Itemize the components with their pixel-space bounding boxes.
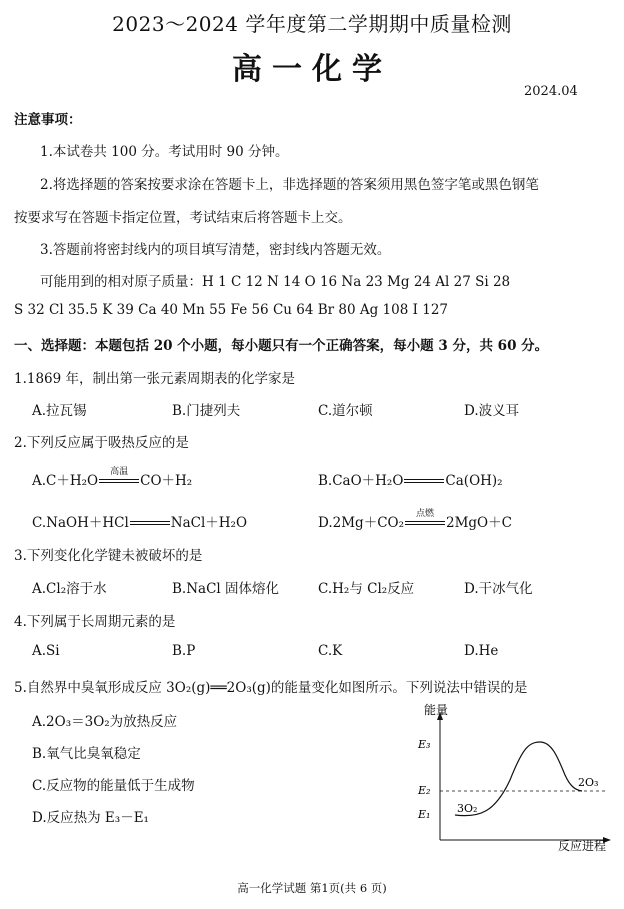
equals-sign-icon [99, 466, 139, 487]
question-2-stem: 2.下列反应属于吸热反应的是 [14, 435, 189, 451]
q2-option-c[interactable] [32, 511, 247, 531]
page-footer: 高一化学试题 第1页(共 6 页) [237, 881, 387, 895]
q3-option-b[interactable]: B.NaCl 固体熔化 [172, 581, 280, 597]
q2-b-reactants: B.CaO＋H₂O [318, 473, 404, 489]
q5-option-a[interactable]: A.2O₃＝3O₂为放热反应 [32, 714, 178, 730]
equals-sign-icon [130, 519, 170, 529]
note-2-line-2: 按要求写在答题卡指定位置，考试结束后将答题卡上交。 [14, 210, 352, 226]
e2-label: E₂ [418, 784, 431, 797]
section-1-heading: 一、选择题：本题包括 20 个小题，每小题只有一个正确答案，每小题 3 分，共 60 分。 [14, 338, 549, 354]
equals-sign-icon [404, 477, 444, 487]
q2-a-reactants: A.C＋H₂O [32, 473, 99, 489]
q4-option-b[interactable]: B.P [172, 643, 196, 659]
exam-date: 2024.04 [524, 84, 578, 99]
q3-option-d[interactable]: D.干冰气化 [464, 581, 533, 597]
q3-option-a[interactable]: A.Cl₂溶于水 [32, 581, 107, 597]
reactant-label: 3O₂ [457, 802, 478, 815]
x-axis-label: 反应进程 [558, 839, 607, 853]
q4-option-c[interactable]: C.K [318, 643, 343, 659]
product-label: 2O₃ [578, 776, 599, 789]
equals-sign-icon [405, 508, 445, 529]
q2-b-products: Ca(OH)₂ [445, 473, 503, 489]
energy-diagram [400, 700, 620, 860]
q5-option-c[interactable]: C.反应物的能量低于生成物 [32, 778, 195, 794]
reaction-condition: 点燃 [415, 508, 434, 519]
subject-title: 高一化学 [232, 52, 392, 87]
q1-option-c[interactable]: C.道尔顿 [318, 403, 373, 419]
reaction-condition: 高温 [110, 466, 129, 477]
q2-a-products: CO＋H₂ [140, 473, 193, 489]
q2-option-a[interactable] [32, 466, 193, 489]
note-2-line-1: 2.将选择题的答案按要求涂在答题卡上，非选择题的答案须用黑色签字笔或黑色钢笔 [40, 177, 539, 193]
q2-d-products: 2MgO＋C [446, 515, 512, 531]
q2-option-b[interactable] [318, 469, 503, 489]
q1-option-d[interactable]: D.波义耳 [464, 403, 520, 419]
exam-title: 2023～2024 学年度第二学期期中质量检测 [112, 12, 512, 36]
note-3: 3.答题前将密封线内的项目填写清楚，密封线内答题无效。 [40, 242, 391, 258]
y-axis-label: 能量 [424, 703, 449, 717]
notes-heading: 注意事项： [14, 112, 82, 128]
q2-option-d[interactable] [318, 508, 512, 531]
q3-option-c[interactable]: C.H₂与 Cl₂反应 [318, 581, 415, 597]
q5-option-b[interactable]: B.氧气比臭氧稳定 [32, 746, 141, 762]
note-1: 1.本试卷共 100 分。考试用时 90 分钟。 [40, 144, 289, 160]
q1-option-a[interactable]: A.拉瓦锡 [32, 403, 87, 419]
e3-label: E₃ [418, 738, 431, 751]
question-3-stem: 3.下列变化化学键未被破坏的是 [14, 548, 203, 564]
question-5-stem: 5.自然界中臭氧形成反应 3O₂(g)══2O₃(g)的能量变化如图所示。下列说法中错误的是 [14, 680, 528, 696]
q4-option-a[interactable]: A.Si [32, 643, 60, 659]
q5-option-d[interactable]: D.反应热为 E₃－E₁ [32, 810, 149, 826]
atomic-masses-line-2: S 32 Cl 35.5 K 39 Ca 40 Mn 55 Fe 56 Cu 64 Br 80 Ag 108 I 127 [14, 302, 448, 318]
e1-label: E₁ [418, 808, 431, 821]
q4-option-d[interactable]: D.He [464, 643, 499, 659]
q2-c-products: NaCl＋H₂O [170, 515, 248, 531]
question-4-stem: 4.下列属于长周期元素的是 [14, 614, 176, 630]
q2-c-reactants: C.NaOH＋HCl [32, 515, 129, 531]
q2-d-reactants: D.2Mg＋CO₂ [318, 515, 404, 531]
q1-option-b[interactable]: B.门捷列夫 [172, 403, 241, 419]
atomic-masses-line-1: 可能用到的相对原子质量：H 1 C 12 N 14 O 16 Na 23 Mg 24 Al 27 Si 28 [40, 274, 511, 290]
question-1-stem: 1.1869 年，制出第一张元素周期表的化学家是 [14, 371, 296, 387]
